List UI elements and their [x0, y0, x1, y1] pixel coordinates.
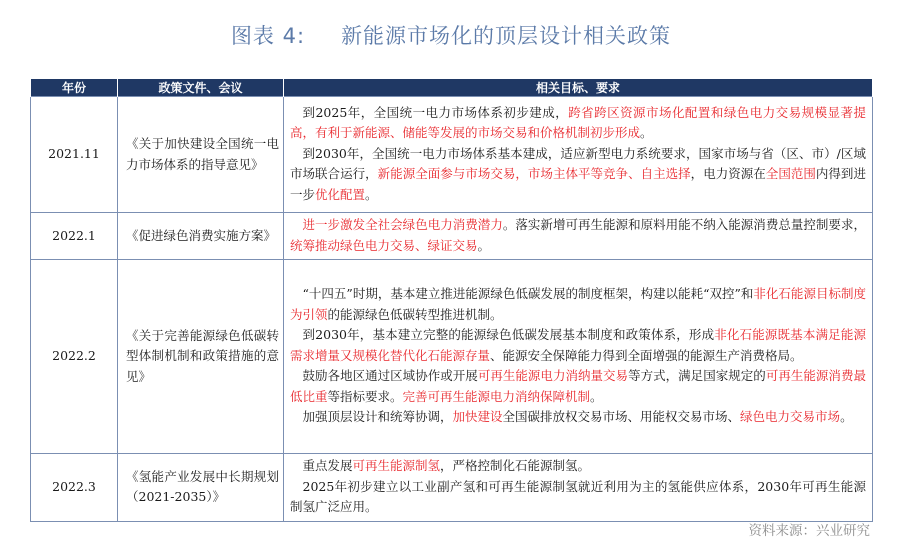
header-document: 政策文件、会议	[118, 79, 284, 97]
row-year: 2022.3	[31, 454, 118, 522]
text-segment: “十四五”时期，基本建立推进能源绿色低碳发展的制度框架，构建以能耗“双控”和	[302, 286, 754, 302]
highlight-segment: 非化石能源目标制度为引领	[290, 286, 866, 322]
highlight-segment: 加快建设	[452, 409, 503, 425]
highlight-segment: 非化石能源既基本满足能源需求增量又规模化替代化石能源存量	[290, 327, 866, 363]
row-goals	[284, 454, 873, 522]
text-segment: 2025年初步建立以工业副产氢和可再生能源制氢就近利用为主的氢能供应体系，2030年可再生能源制氢广泛应用。	[290, 478, 866, 514]
goal-paragraph	[290, 325, 866, 366]
table-row	[31, 454, 873, 522]
text-segment: 鼓励各地区通过区域协作或开展	[302, 368, 478, 384]
text-segment: 重点发展	[302, 458, 353, 473]
highlight-segment: 统筹推动绿色电力交易、绿证交易	[290, 237, 478, 253]
table-row	[31, 213, 873, 260]
goal-paragraph	[290, 456, 866, 477]
highlight-segment: 可再生能源制氢	[352, 458, 441, 473]
row-document: 《促进绿色消费实施方案》	[118, 213, 284, 260]
goal-paragraph	[290, 366, 866, 407]
goal-paragraph	[290, 477, 866, 518]
text-segment: ，电力资源在	[690, 166, 766, 182]
figure-title	[0, 20, 902, 50]
figure-title-text: 新能源市场化的顶层设计相关政策	[341, 24, 672, 48]
text-segment: 内得到进一步	[290, 166, 866, 202]
text-segment: 。	[590, 388, 603, 404]
row-goals	[284, 260, 873, 454]
row-document: 《关于完善能源绿色低碳转型体制机制和政策措施的意见》	[118, 260, 284, 454]
highlight-segment: 新能源全面参与市场交易，市场主体平等竞争、自主选择	[377, 166, 691, 182]
row-document: 《关于加快建设全国统一电力市场体系的指导意见》	[118, 97, 284, 213]
text-segment: 到2030年，基本建立完整的能源绿色低碳发展基本制度和政策体系，形成	[302, 327, 715, 343]
goal-paragraph	[290, 407, 866, 428]
text-segment: 到2030年，全国统一电力市场体系基本建成，适应新型电力系统要求，国家市场与省（区、市）/区域市场联合运行，	[290, 145, 866, 182]
row-goals	[284, 97, 873, 213]
text-segment: 的能源绿色低碳转型推进机制。	[327, 306, 503, 322]
figure-number: 图表 4:	[230, 24, 306, 48]
text-segment: 、能源安全保障能力得到全面增强的能源生产消费格局。	[490, 347, 803, 363]
highlight-segment: 优化配置	[315, 186, 366, 202]
text-segment: 。	[365, 186, 378, 202]
highlight-segment: 跨省跨区资源市场化配置和绿色电力交易规模显著提高，有利于新能源、储能等发展的市场交易和价格机制初步形成	[290, 104, 866, 141]
row-year: 2022.2	[31, 260, 118, 454]
row-year: 2022.1	[31, 213, 118, 260]
goal-paragraph	[290, 103, 866, 144]
text-segment: 全国碳排放权交易市场、用能权交易市场、	[502, 409, 741, 425]
policy-table	[30, 79, 873, 522]
highlight-segment: 可再生能源电力消纳量交易	[477, 368, 629, 384]
highlight-segment: 完善可再生能源电力消纳保障机制	[402, 388, 591, 404]
goal-paragraph	[290, 284, 866, 325]
highlight-segment: 绿色电力交易市场	[740, 409, 841, 425]
goal-paragraph	[290, 144, 866, 206]
highlight-segment: 可再生能源消费最低比重	[290, 368, 866, 404]
source-note: 资料来源：兴业研究	[748, 523, 870, 539]
highlight-segment: 进一步激发全社会绿色电力消费潜力	[302, 217, 503, 232]
text-segment: 到2025年，全国统一电力市场体系初步建成，	[302, 104, 569, 120]
header-year: 年份	[31, 79, 118, 97]
table-row	[31, 260, 873, 454]
highlight-segment: 全国范围	[765, 166, 816, 182]
text-segment: 。	[840, 409, 853, 425]
text-segment: ，严格控制化石能源制氢。	[440, 458, 591, 473]
text-segment: 加强顶层设计和统筹协调，	[302, 409, 453, 425]
text-segment: 。	[640, 125, 653, 141]
table-header-row	[31, 79, 873, 97]
row-goals	[284, 213, 873, 260]
table-row	[31, 97, 873, 213]
header-goals: 相关目标、要求	[284, 79, 873, 97]
row-document: 《氢能产业发展中长期规划（2021-2035）》	[118, 454, 284, 522]
text-segment: 等方式，满足国家规定的	[628, 368, 766, 384]
text-segment: 。	[477, 237, 491, 253]
row-year: 2021.11	[31, 97, 118, 213]
text-segment: 等指标要求。	[327, 388, 403, 404]
text-segment: 。落实新增可再生能源和原料用能不纳入能源消费总量控制要求，	[502, 217, 866, 232]
goal-paragraph	[290, 215, 866, 256]
